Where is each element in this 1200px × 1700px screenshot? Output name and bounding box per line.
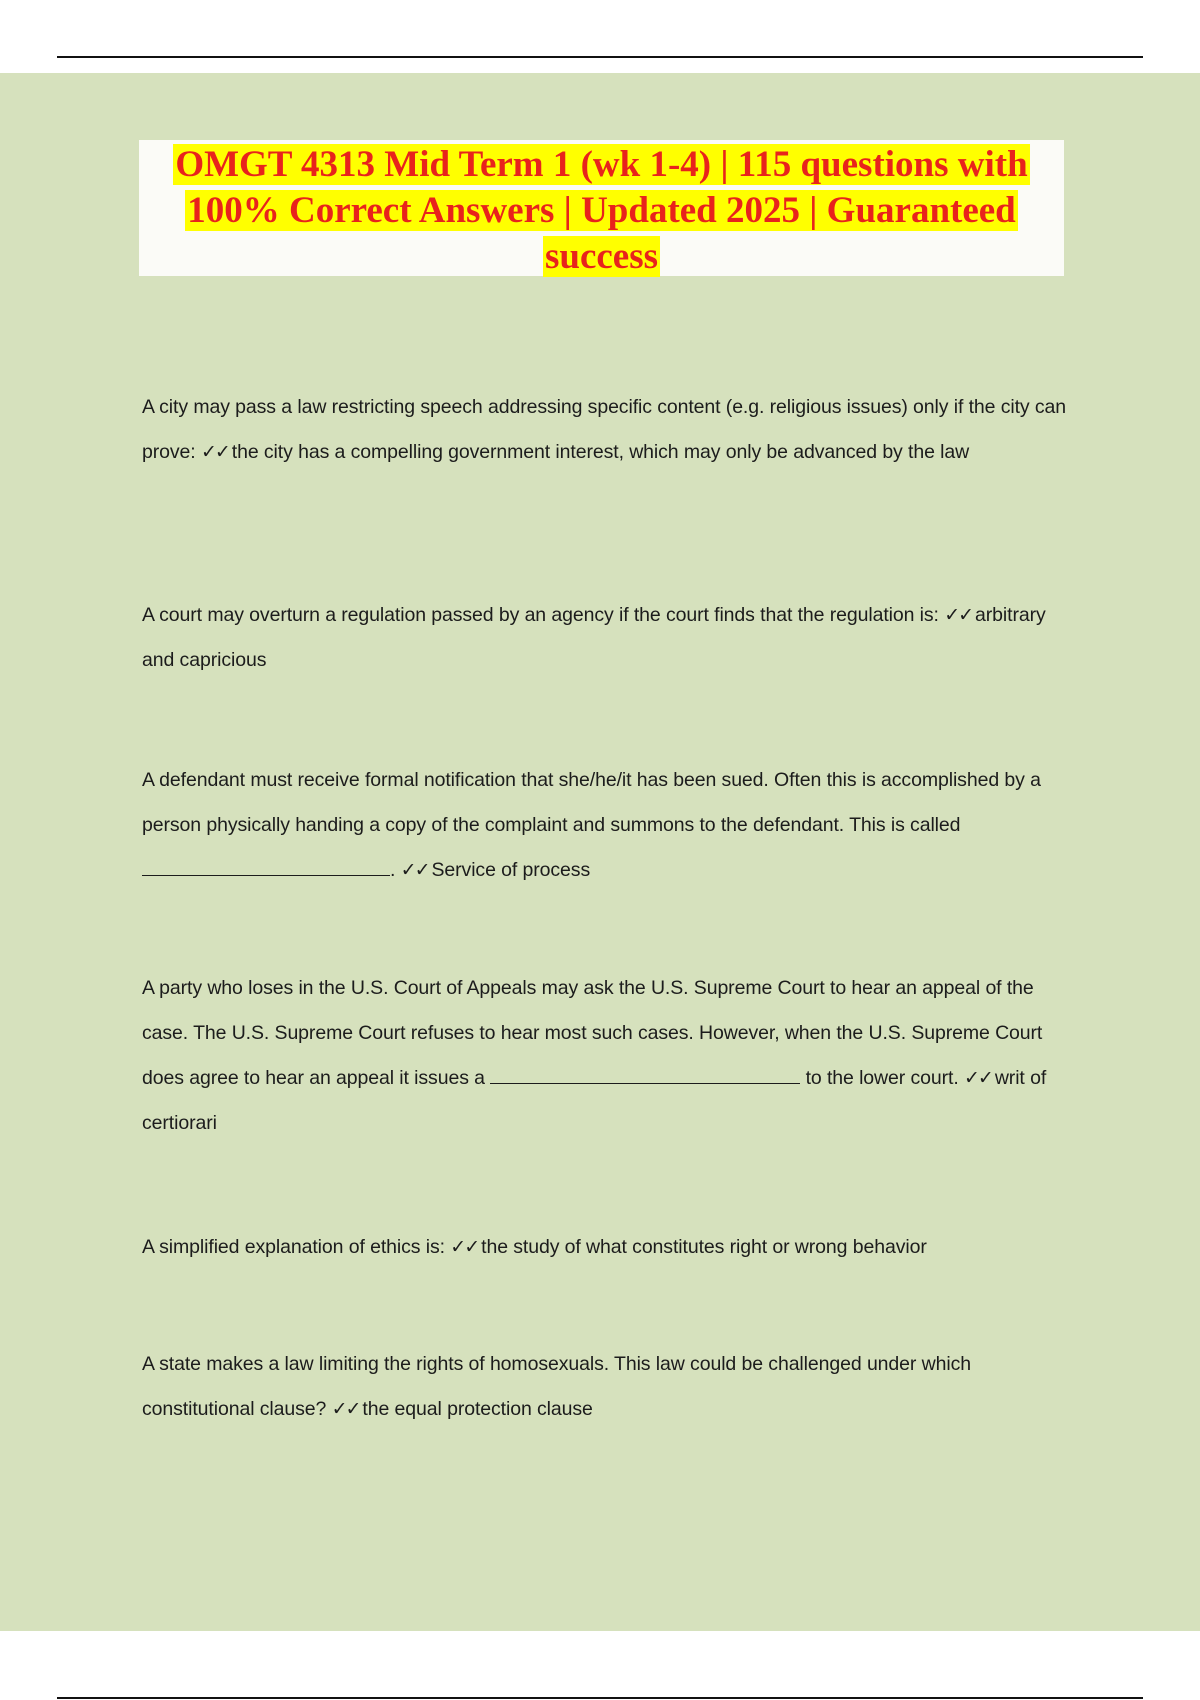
answer-text: the study of what constitutes right or wrong behavior [481,1236,927,1258]
title-box [139,140,1064,276]
qa-item-4 [142,966,1067,1146]
question-text: A defendant must receive formal notification that she/he/it has been sued. Often this is accomplished by a person physically handing a copy of the complaint and summons to the defendant. This is called [142,769,1041,836]
checkmark-icon: ✓✓ [944,604,973,626]
answer-blank [142,855,390,876]
answer-blank [490,1063,800,1084]
checkmark-icon: ✓✓ [200,441,229,463]
document-title: OMGT 4313 Mid Term 1 (wk 1-4) | 115 questions with 100% Correct Answers | Updated 2025 | Guaranteed success [175,144,1028,277]
checkmark-icon: ✓✓ [963,1067,992,1089]
checkmark-icon: ✓✓ [331,1398,360,1420]
footer-rule [57,1697,1143,1699]
header-rule [57,56,1143,58]
question-text: A simplified explanation of ethics is: [142,1236,445,1258]
question-text: A court may overturn a regulation passed by an agency if the court finds that the regulation is: [142,604,939,626]
question-text: A city may pass a law restricting speech addressing specific content (e.g. religious issues) only if the city can prove: [142,396,1067,463]
question-text: A state makes a law limiting the rights of homosexuals. This law could be challenged under which constitutional clause? [142,1353,971,1420]
answer-text: arbitrary and capricious [142,604,1046,671]
qa-item-5 [142,1225,1067,1270]
qa-item-1 [142,385,1067,475]
question-text: A party who loses in the U.S. Court of Appeals may ask the U.S. Supreme Court to hear an appeal of the case. The U.S. Supreme Court refuses to hear most such cases. However, when the U.S. Supreme Court does agree to hear an appeal it issues a [142,977,1043,1089]
answer-text: writ of certiorari [142,1067,1047,1134]
answer-text: the city has a compelling government interest, which may only be advanced by the law [231,441,970,463]
qa-item-2 [142,593,1067,683]
checkmark-icon: ✓✓ [400,859,429,881]
question-text-end: to the lower court. [805,1067,959,1089]
qa-item-6 [142,1342,1067,1432]
question-text-end: . [390,859,396,881]
qa-item-3 [142,758,1067,893]
checkmark-icon: ✓✓ [450,1236,479,1258]
answer-text: the equal protection clause [362,1398,593,1420]
answer-text: Service of process [431,859,591,881]
